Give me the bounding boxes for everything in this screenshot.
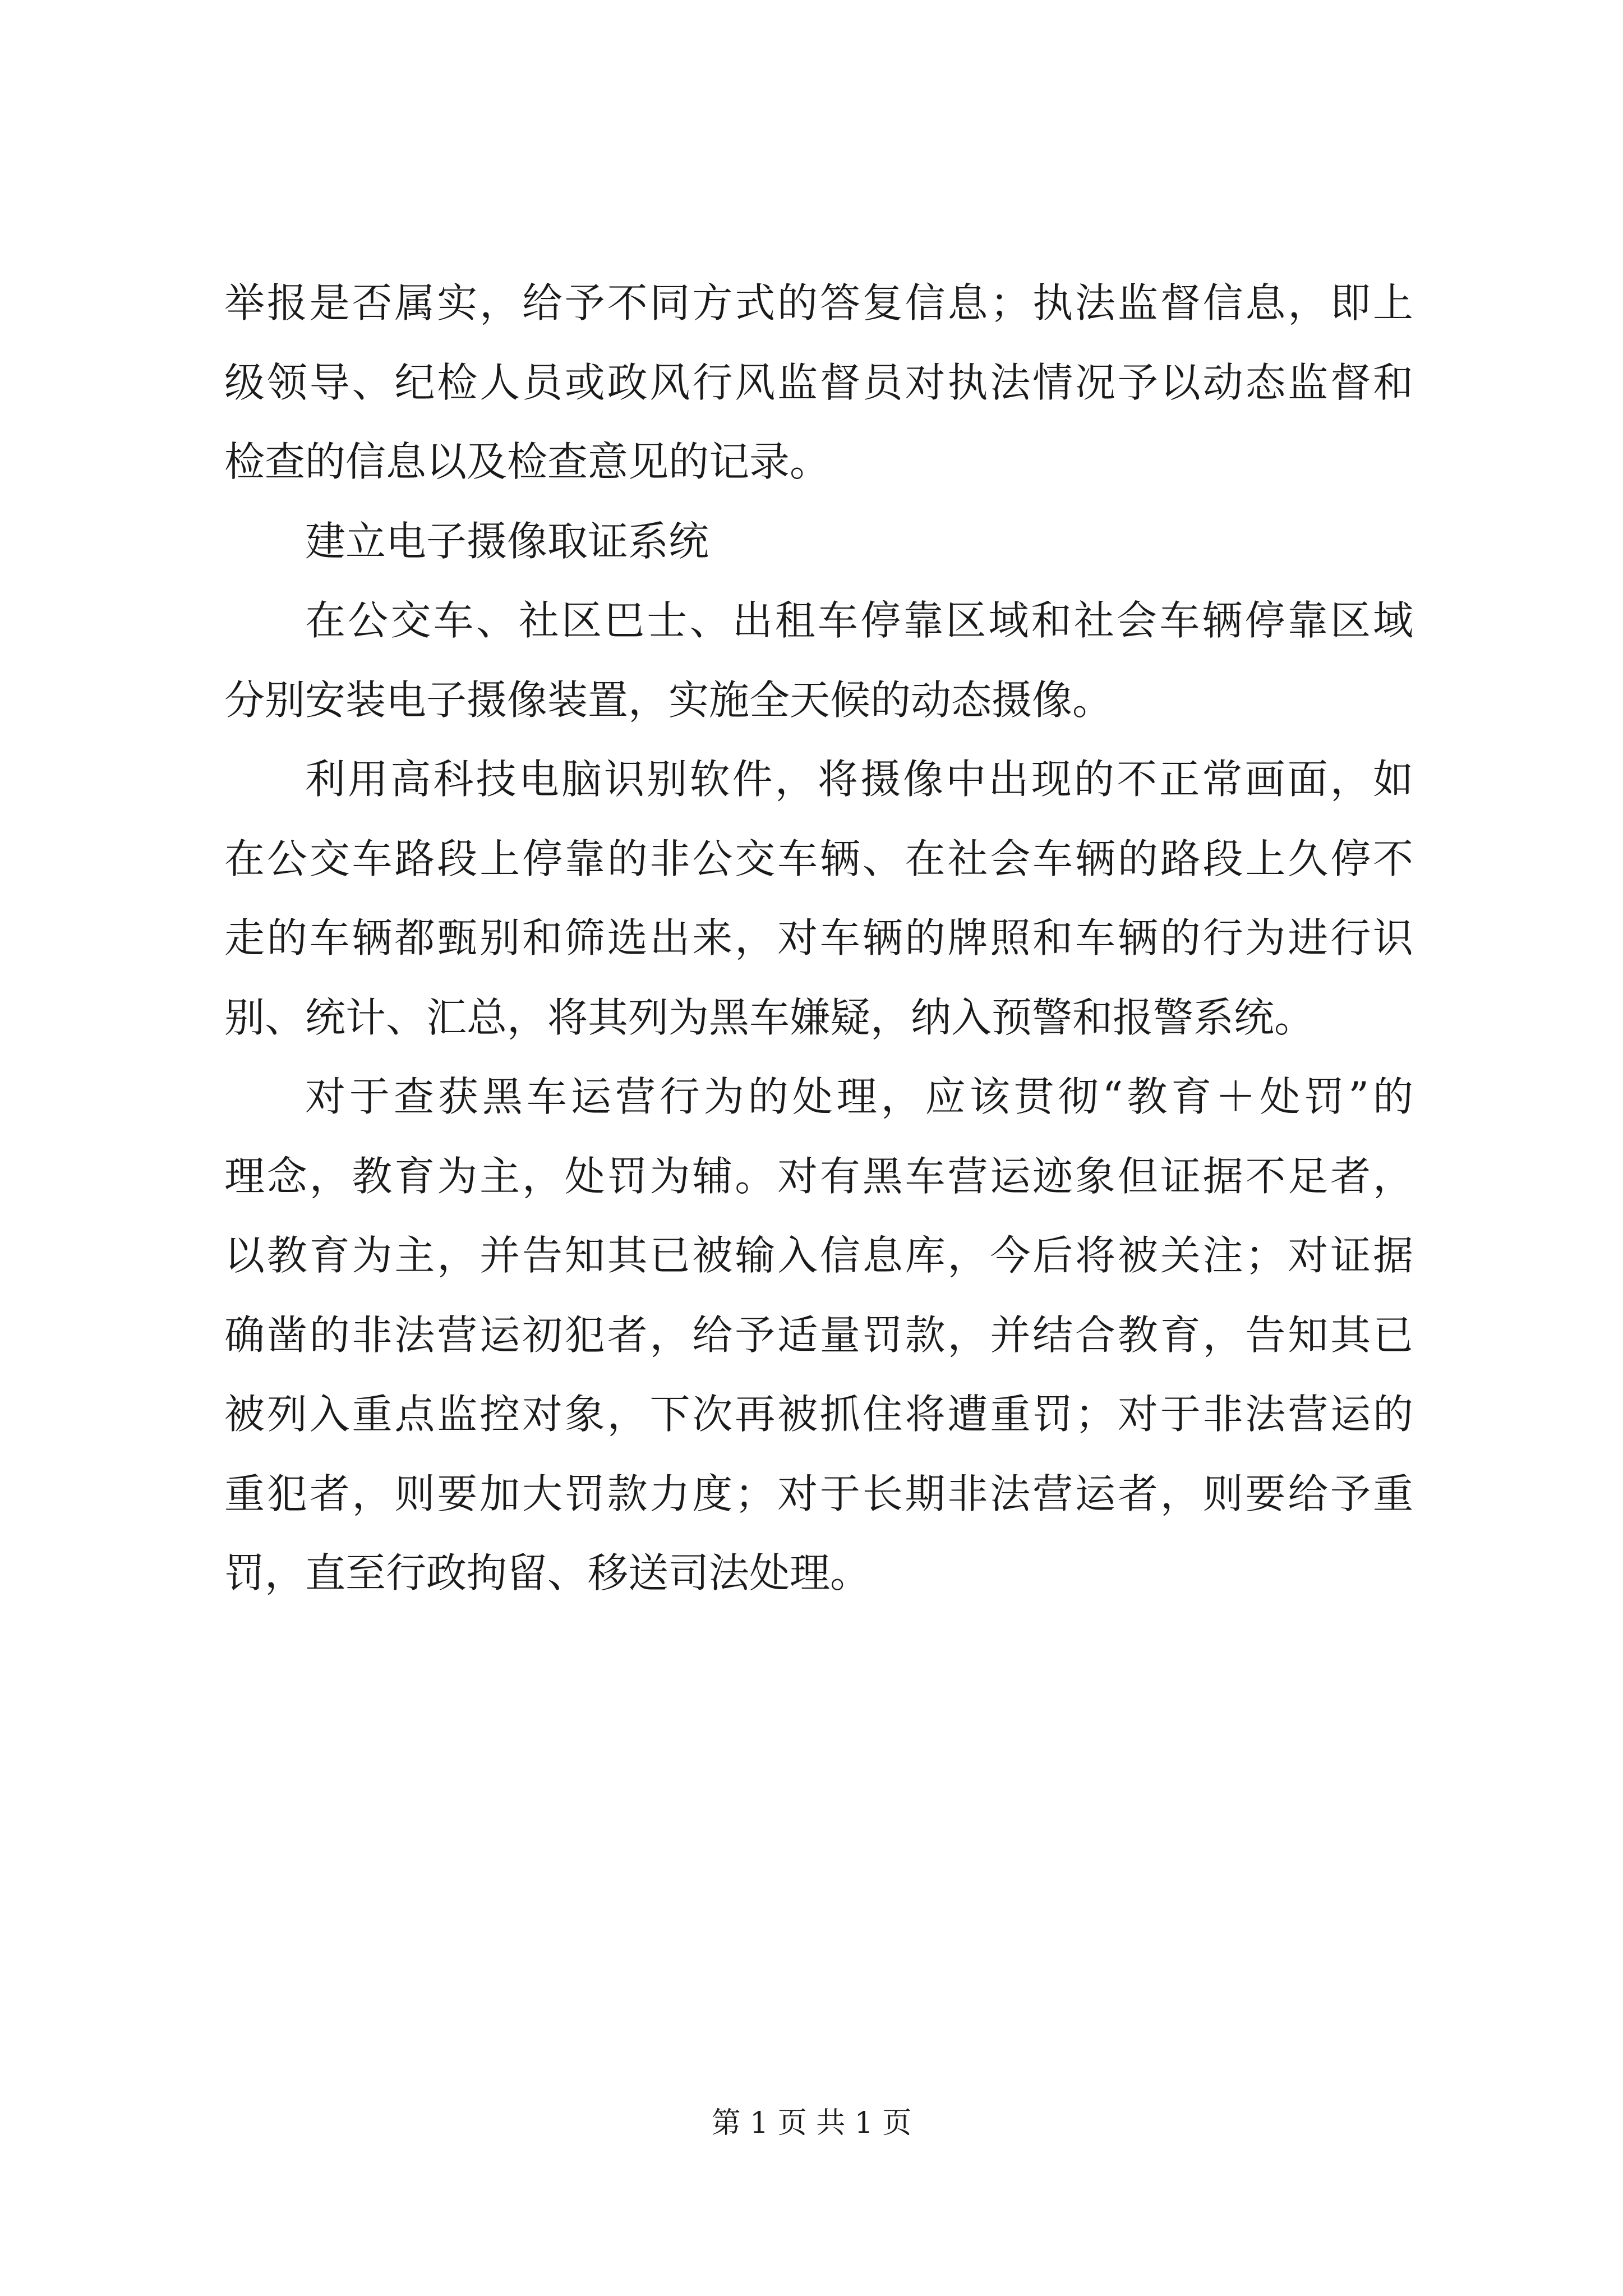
text-line: 以教育为主，并告知其已被输入信息库，今后将被关注；对证据 bbox=[224, 1232, 1413, 1279]
text-line: 理念，教育为主，处罚为辅。对有黑车营运迹象但证据不足者， bbox=[224, 1152, 1413, 1200]
text-line: 罚，直至行政拘留、移送司法处理。 bbox=[224, 1549, 871, 1596]
document-body bbox=[224, 264, 1413, 1613]
text-line: 利用高科技电脑识别软件，将摄像中出现的不正常画面，如 bbox=[305, 756, 1413, 803]
section-heading: 建立电子摄像取证系统 bbox=[305, 517, 709, 565]
text-line: 检查的信息以及检查意见的记录。 bbox=[224, 438, 831, 485]
text-line: 别、统计、汇总，将其列为黑车嫌疑，纳入预警和报警系统。 bbox=[224, 993, 1315, 1041]
page-number-footer: 第 1 页 共 1 页 bbox=[711, 2106, 912, 2140]
text-line: 重犯者，则要加大罚款力度；对于长期非法营运者，则要给予重 bbox=[224, 1470, 1413, 1517]
text-line: 走的车辆都甄别和筛选出来，对车辆的牌照和车辆的行为进行识 bbox=[224, 914, 1413, 961]
text-line: 举报是否属实，给予不同方式的答复信息；执法监督信息，即上 bbox=[224, 279, 1413, 326]
text-line: 对于查获黑车运营行为的处理，应该贯彻“教育＋处罚”的 bbox=[305, 1073, 1413, 1120]
text-line: 在公交车、社区巴士、出租车停靠区域和社会车辆停靠区域 bbox=[305, 597, 1413, 644]
text-line: 被列入重点监控对象，下次再被抓住将遭重罚；对于非法营运的 bbox=[224, 1391, 1413, 1438]
text-line: 确凿的非法营运初犯者，给予适量罚款，并结合教育，告知其已 bbox=[224, 1311, 1413, 1359]
text-line: 分别安装电子摄像装置，实施全天候的动态摄像。 bbox=[224, 676, 1113, 724]
text-line: 级领导、纪检人员或政风行风监督员对执法情况予以动态监督和 bbox=[224, 358, 1413, 406]
text-line: 在公交车路段上停靠的非公交车辆、在社会车辆的路段上久停不 bbox=[224, 835, 1413, 882]
